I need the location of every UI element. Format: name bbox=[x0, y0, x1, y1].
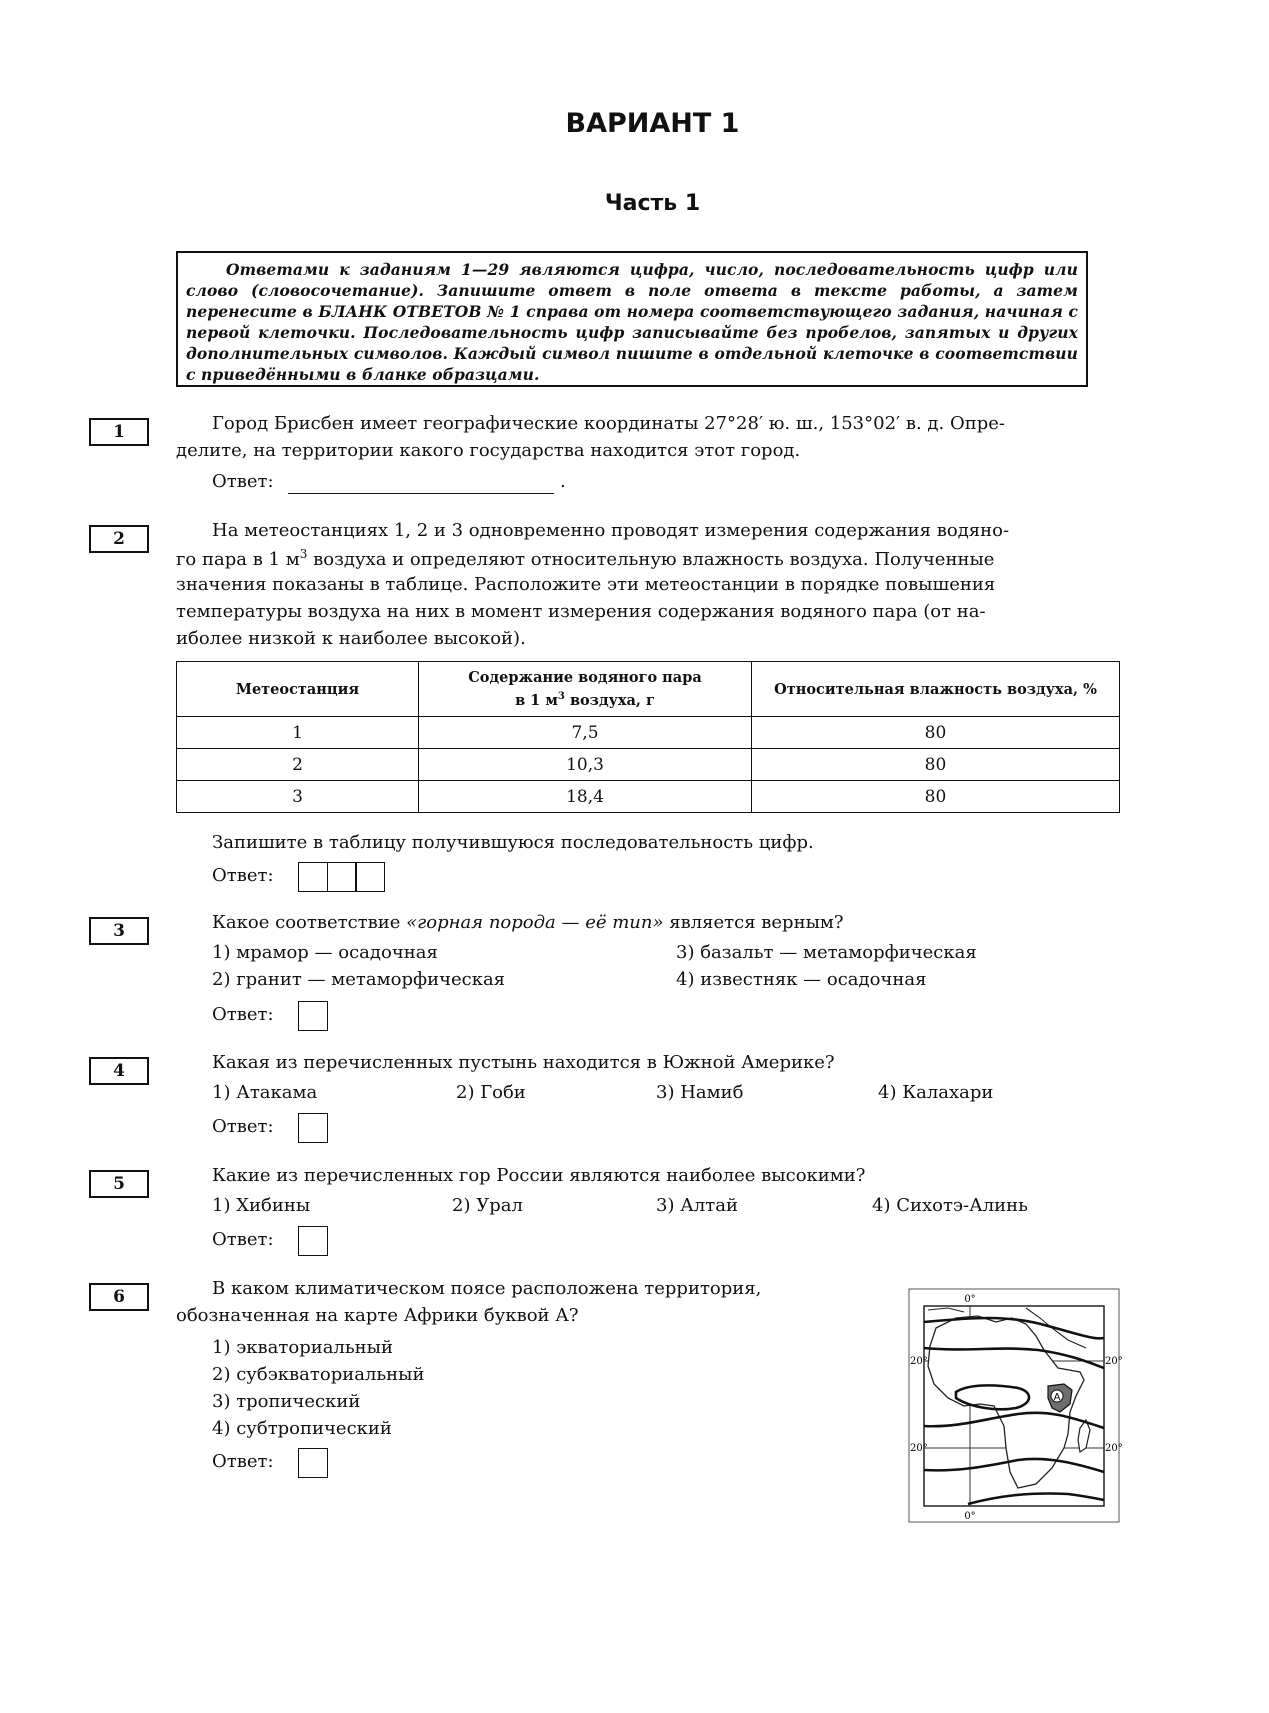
q6-text-line2: обозначенная на карте Африки буквой А? bbox=[176, 1305, 579, 1326]
q5-option-2: 2) Урал bbox=[452, 1195, 523, 1216]
q3-answer-cell[interactable] bbox=[298, 1001, 328, 1031]
map-label-20-left-bottom: 20° bbox=[910, 1443, 928, 1454]
q6-option-3: 3) тропический bbox=[212, 1391, 361, 1412]
q4-option-4: 4) Калахари bbox=[878, 1082, 994, 1103]
q1-answer-field[interactable] bbox=[288, 493, 554, 494]
q1-text-line2: делите, на территории какого государства находится этот город. bbox=[176, 440, 801, 461]
q2-text-line1: На метеостанциях 1, 2 и 3 одновременно проводят измерения содержания водяно- bbox=[212, 520, 1010, 541]
q6-text-line1: В каком климатическом поясе расположена территория, bbox=[212, 1278, 762, 1299]
table-header-vapor-sup: 3 bbox=[557, 691, 565, 703]
table-cell-station: 1 bbox=[177, 717, 419, 749]
table-cell-vapor: 10,3 bbox=[419, 749, 752, 781]
table-header-vapor bbox=[419, 662, 752, 717]
q5-text: Какие из перечисленных гор России являются наиболее высокими? bbox=[212, 1165, 866, 1186]
map-label-meridian-bottom: 0° bbox=[964, 1511, 976, 1522]
q3-text bbox=[212, 912, 844, 933]
table-row bbox=[177, 717, 1120, 749]
map-label-20-right-top: 20° bbox=[1105, 1356, 1123, 1367]
q5-answer-label: Ответ: bbox=[212, 1229, 274, 1250]
answer-cell[interactable] bbox=[298, 862, 328, 892]
q4-text: Какая из перечисленных пустынь находится в Южной Америке? bbox=[212, 1052, 835, 1073]
table-cell-station: 3 bbox=[177, 781, 419, 813]
part-title: Часть 1 bbox=[604, 191, 701, 216]
map-label-meridian-top: 0° bbox=[964, 1294, 976, 1305]
answer-cell[interactable] bbox=[327, 862, 357, 892]
table-header-station: Метеостанция bbox=[177, 662, 419, 717]
question-number-4: 4 bbox=[89, 1057, 149, 1085]
territory-a-label: A bbox=[1053, 1392, 1061, 1403]
q3-option-1: 1) мрамор — осадочная bbox=[212, 942, 438, 963]
q1-text-line1: Город Брисбен имеет географические координаты 27°28′ ю. ш., 153°02′ в. д. Опре- bbox=[212, 413, 1005, 434]
instructions-box: Ответами к заданиям 1—29 являются цифра, число, последовательность цифр или слово (словосочетание). Запишите ответ в поле ответа в тексте работы, а затем перенесите в БЛАНК ОТВЕТОВ № 1 справа от номера соответствующего задания, начиная с первой клеточки. Последовательность цифр записывайте без пробелов, запятых и других дополнительных символов. Каждый символ пишите в отдельной клеточке в соответствии с приведёнными в бланке образцами. bbox=[176, 251, 1088, 387]
table-row bbox=[177, 749, 1120, 781]
map-label-20-right-bottom: 20° bbox=[1105, 1443, 1123, 1454]
variant-title: ВАРИАНТ 1 bbox=[565, 108, 740, 139]
q4-option-3: 3) Намиб bbox=[656, 1082, 744, 1103]
q5-answer-cell[interactable] bbox=[298, 1226, 328, 1256]
q2-answer-label: Ответ: bbox=[212, 865, 274, 886]
q2-data-table bbox=[176, 661, 1120, 813]
table-cell-humidity: 80 bbox=[752, 749, 1120, 781]
q6-answer-cell[interactable] bbox=[298, 1448, 328, 1478]
q6-option-1: 1) экваториальный bbox=[212, 1337, 393, 1358]
q5-option-3: 3) Алтай bbox=[656, 1195, 738, 1216]
q2-text-line2 bbox=[176, 547, 994, 570]
q2-text-line5: иболее низкой к наиболее высокой). bbox=[176, 628, 526, 649]
map-label-20-left-top: 20° bbox=[910, 1356, 928, 1367]
table-cell-vapor: 7,5 bbox=[419, 717, 752, 749]
q2-text-line3: значения показаны в таблице. Расположите эти метеостанции в порядке повышения bbox=[176, 574, 996, 595]
table-cell-station: 2 bbox=[177, 749, 419, 781]
q2-text-line4: температуры воздуха на них в момент измерения содержания водяного пара (от на- bbox=[176, 601, 986, 622]
table-cell-humidity: 80 bbox=[752, 781, 1120, 813]
answer-cell[interactable] bbox=[355, 862, 385, 892]
q2-after-text: Запишите в таблицу получившуюся последовательность цифр. bbox=[212, 832, 814, 853]
q2-answer-cells bbox=[298, 862, 384, 892]
question-number-5: 5 bbox=[89, 1170, 149, 1198]
table-cell-vapor: 18,4 bbox=[419, 781, 752, 813]
q3-answer-label: Ответ: bbox=[212, 1004, 274, 1025]
q1-answer-dot: . bbox=[560, 471, 566, 492]
q2-text-line2-a: го пара в 1 м bbox=[176, 549, 300, 570]
q4-answer-label: Ответ: bbox=[212, 1116, 274, 1137]
table-cell-humidity: 80 bbox=[752, 717, 1120, 749]
africa-climate-map bbox=[908, 1288, 1123, 1523]
table-row bbox=[177, 781, 1120, 813]
q3-text-italic: «горная порода — её тип» bbox=[406, 912, 664, 933]
q4-answer-cell[interactable] bbox=[298, 1113, 328, 1143]
table-header-row bbox=[177, 662, 1120, 717]
q3-option-3: 3) базальт — метаморфическая bbox=[676, 942, 977, 963]
q1-answer-label: Ответ: bbox=[212, 471, 274, 492]
q5-option-1: 1) Хибины bbox=[212, 1195, 311, 1216]
q3-option-4: 4) известняк — осадочная bbox=[676, 969, 927, 990]
q2-superscript: 3 bbox=[299, 547, 308, 561]
question-number-2: 2 bbox=[89, 525, 149, 553]
question-number-1: 1 bbox=[89, 418, 149, 446]
q3-text-b: является верным? bbox=[663, 912, 844, 933]
table-header-vapor-line2-b: воздуха, г bbox=[564, 691, 655, 709]
table-header-humidity: Относительная влажность воздуха, % bbox=[752, 662, 1120, 717]
q4-option-2: 2) Гоби bbox=[456, 1082, 526, 1103]
q4-option-1: 1) Атакама bbox=[212, 1082, 318, 1103]
table-header-vapor-line2-a: в 1 м bbox=[515, 691, 558, 709]
q6-option-4: 4) субтропический bbox=[212, 1418, 392, 1439]
q3-text-a: Какое соответствие bbox=[212, 912, 407, 933]
question-number-3: 3 bbox=[89, 917, 149, 945]
q2-text-line2-b: воздуха и определяют относительную влажность воздуха. Полученные bbox=[307, 549, 995, 570]
question-number-6: 6 bbox=[89, 1283, 149, 1311]
table-header-vapor-line1: Содержание водяного пара bbox=[468, 669, 702, 687]
q5-option-4: 4) Сихотэ-Алинь bbox=[872, 1195, 1028, 1216]
q6-answer-label: Ответ: bbox=[212, 1451, 274, 1472]
q6-option-2: 2) субэкваториальный bbox=[212, 1364, 425, 1385]
q3-option-2: 2) гранит — метаморфическая bbox=[212, 969, 506, 990]
